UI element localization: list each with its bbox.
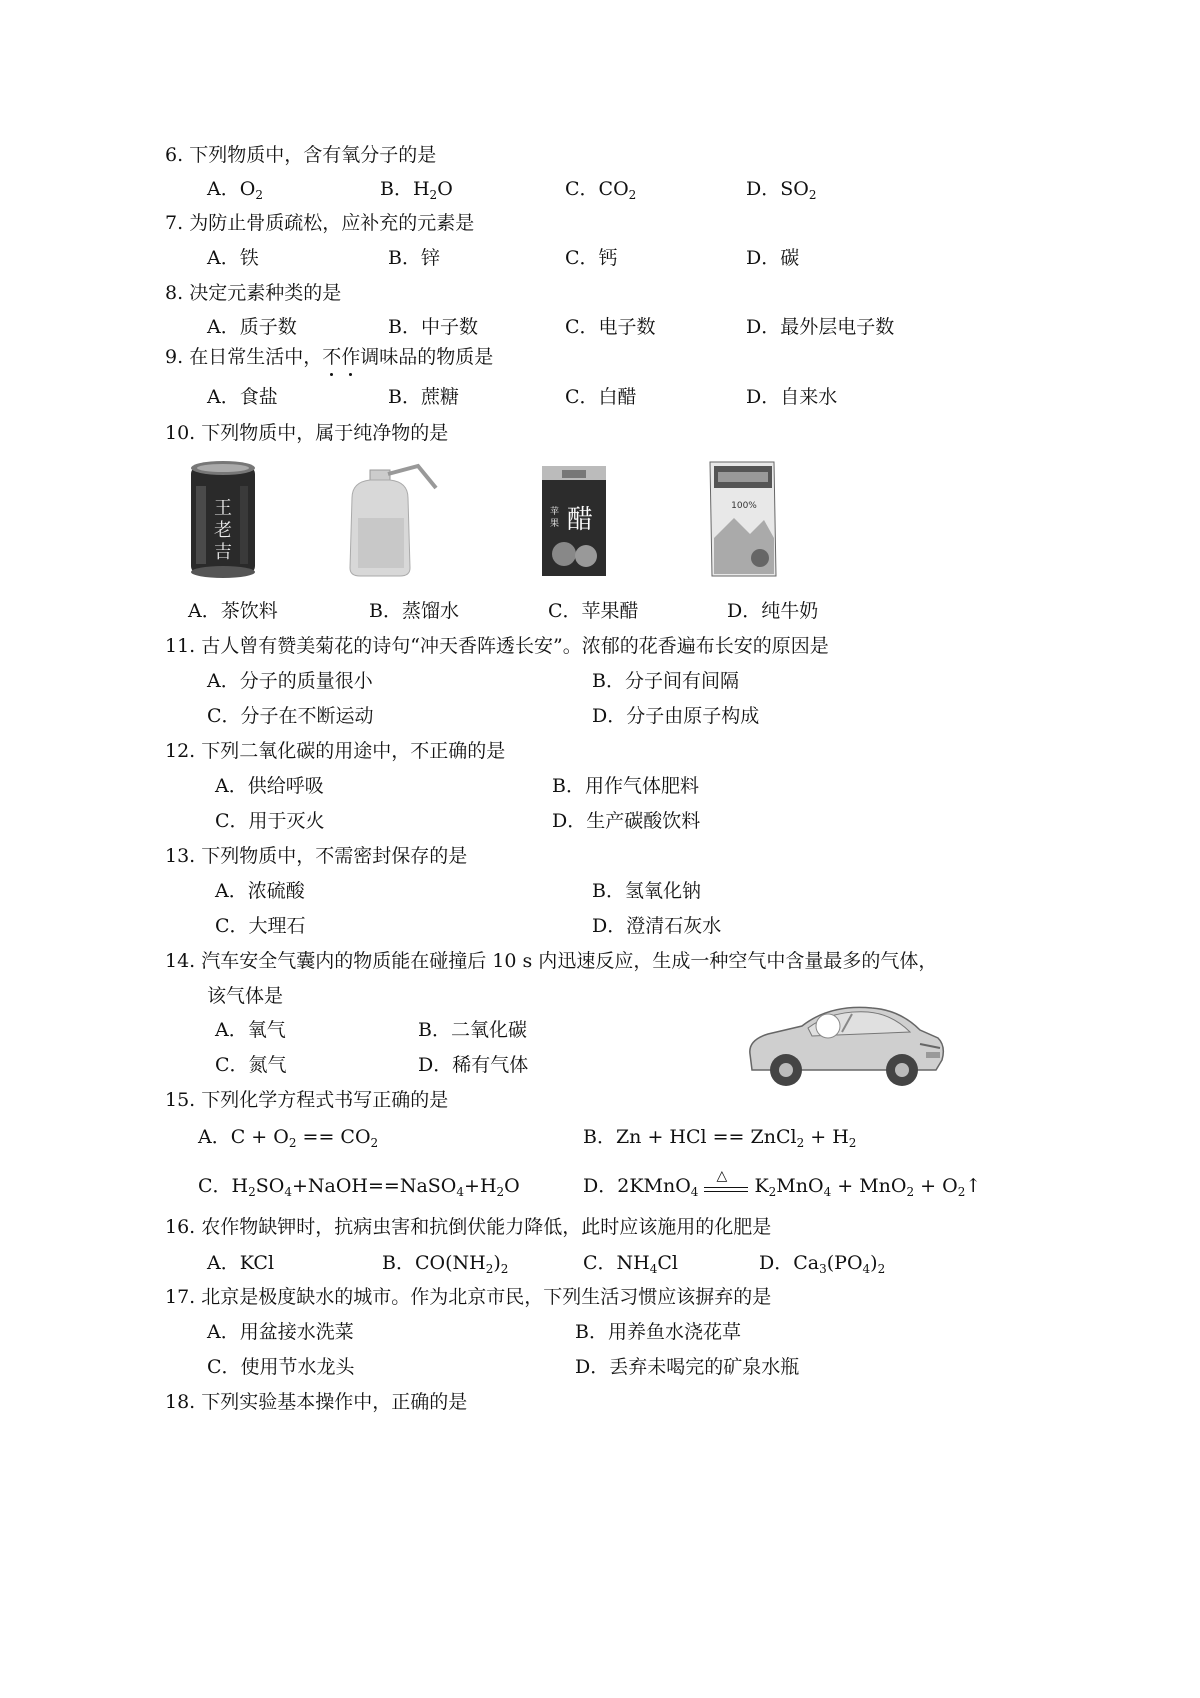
option-c: C．氮气 [215, 1054, 287, 1076]
option-b: B．氢氧化钠 [592, 880, 701, 902]
option-a: A．浓硫酸 [215, 880, 305, 902]
option-d: D．澄清石灰水 [592, 915, 722, 937]
option-c: C．钙 [565, 247, 618, 269]
option-b: B．$CO(NH_2)_2$ [382, 1252, 509, 1276]
option-a: A．氧气 [215, 1019, 286, 1041]
option-b: B．中子数 [388, 316, 478, 338]
question-15: 15. 下列化学方程式书写正确的是 [165, 1089, 449, 1111]
option-b: B．分子间有间隔 [592, 670, 739, 692]
wash-bottle-image [340, 458, 440, 580]
heating-equals-sign [704, 1168, 748, 1195]
option-c: C．分子在不断运动 [207, 705, 374, 727]
option-a: A．供给呼吸 [215, 775, 324, 797]
option-a: A．用盆接水洗菜 [207, 1321, 354, 1343]
option-d: D．自来水 [746, 386, 838, 408]
question-9: 9. 在日常生活中，不作调味品的物质是 [165, 346, 494, 368]
option-b: B．二氧化碳 [418, 1019, 527, 1041]
vinegar-small-label: 苹 [550, 507, 560, 517]
option-b: B．$H_2O$ [380, 178, 453, 202]
option-c: C．使用节水龙头 [207, 1356, 355, 1378]
option-b: B．蔗糖 [388, 386, 459, 408]
question-13: 13. 下列物质中，不需密封保存的是 [165, 845, 468, 867]
question-16: 16. 农作物缺钾时，抗病虫害和抗倒伏能力降低，此时应该施用的化肥是 [165, 1216, 772, 1238]
question-18: 18. 下列实验基本操作中，正确的是 [165, 1391, 468, 1413]
option-c: C．$CO_2$ [565, 178, 637, 202]
option-c: C．$H_2SO_4+NaOH==NaSO_4+H_2O$ [198, 1175, 520, 1199]
question-number: 6. [165, 144, 184, 166]
question-14-continued: 该气体是 [207, 985, 284, 1007]
option-a: A．质子数 [207, 316, 297, 338]
emphasis-dot: 作 [341, 346, 361, 368]
option-b: B．用作气体肥料 [552, 775, 699, 797]
vinegar-small-label: 果 [550, 519, 560, 529]
can-label-char: 老 [214, 520, 232, 541]
option-d: D．$Ca_3(PO_4)_2$ [759, 1252, 886, 1276]
tea-can-image [188, 458, 258, 580]
can-label-char: 王 [214, 498, 232, 519]
option-a: A．茶饮料 [188, 600, 278, 622]
option-d: D．碳 [746, 247, 800, 269]
option-d: D．$SO_2$ [746, 178, 817, 202]
option-b: B．锌 [388, 247, 440, 269]
option-c: C．大理石 [215, 915, 306, 937]
option-c: C．电子数 [565, 316, 656, 338]
option-d: D．2KMnO$_4$ △ $K_2MnO_4 + MnO_2$ + $O_2↑$ [583, 1168, 982, 1199]
option-c: C．白醋 [565, 386, 637, 408]
option-a: A．$C + O_2 == CO_2$ [198, 1126, 379, 1150]
option-b: B．蒸馏水 [369, 600, 459, 622]
question-7: 7. 为防止骨质疏松，应补充的元素是 [165, 212, 475, 234]
question-10: 10. 下列物质中，属于纯净物的是 [165, 422, 449, 444]
car-airbag-image [742, 996, 947, 1096]
option-d: D．分子由原子构成 [592, 705, 760, 727]
heating-triangle-icon: △ [716, 1168, 728, 1184]
option-b: B．Zn + HCl == ZnCl$_2$ + $H_2$ [583, 1126, 857, 1150]
option-c: C．用于灭火 [215, 810, 325, 832]
vinegar-label: 醋 [566, 505, 594, 535]
can-label-char: 吉 [214, 542, 232, 563]
question-17: 17. 北京是极度缺水的城市。作为北京市民，下列生活习惯应该摒弃的是 [165, 1286, 772, 1308]
question-6 [165, 143, 436, 167]
option-c: C．$NH_4Cl$ [583, 1252, 678, 1276]
option-a: A．$O_2$ [207, 178, 263, 202]
question-12: 12. 下列二氧化碳的用途中，不正确的是 [165, 740, 506, 762]
question-8: 8. 决定元素种类的是 [165, 282, 342, 304]
option-a: A．KCl [207, 1252, 275, 1274]
option-a: A．分子的质量很小 [207, 670, 373, 692]
milk-fine-print: 100% [731, 501, 757, 511]
option-a: A．铁 [207, 247, 259, 269]
option-c: C．苹果醋 [548, 600, 639, 622]
vinegar-box-image [534, 458, 614, 580]
emphasis-dot: 不 [322, 346, 342, 368]
option-d: D．最外层电子数 [746, 316, 895, 338]
question-11: 11. 古人曾有赞美菊花的诗句“冲天香阵透长安”。浓郁的花香遍布长安的原因是 [165, 635, 829, 657]
option-d: D．丢弃未喝完的矿泉水瓶 [575, 1356, 800, 1378]
milk-box-image [704, 458, 782, 580]
option-b: B．用养鱼水浇花草 [575, 1321, 741, 1343]
option-d: D．生产碳酸饮料 [552, 810, 701, 832]
option-d: D．稀有气体 [418, 1054, 529, 1076]
question-14: 14. 汽车安全气囊内的物质能在碰撞后 10 s 内迅速反应，生成一种空气中含量最多的气体， [165, 950, 938, 972]
option-a: A．食盐 [207, 386, 278, 408]
option-d: D．纯牛奶 [727, 600, 819, 622]
question-text: 下列物质中，含有氧分子的是 [189, 144, 437, 166]
